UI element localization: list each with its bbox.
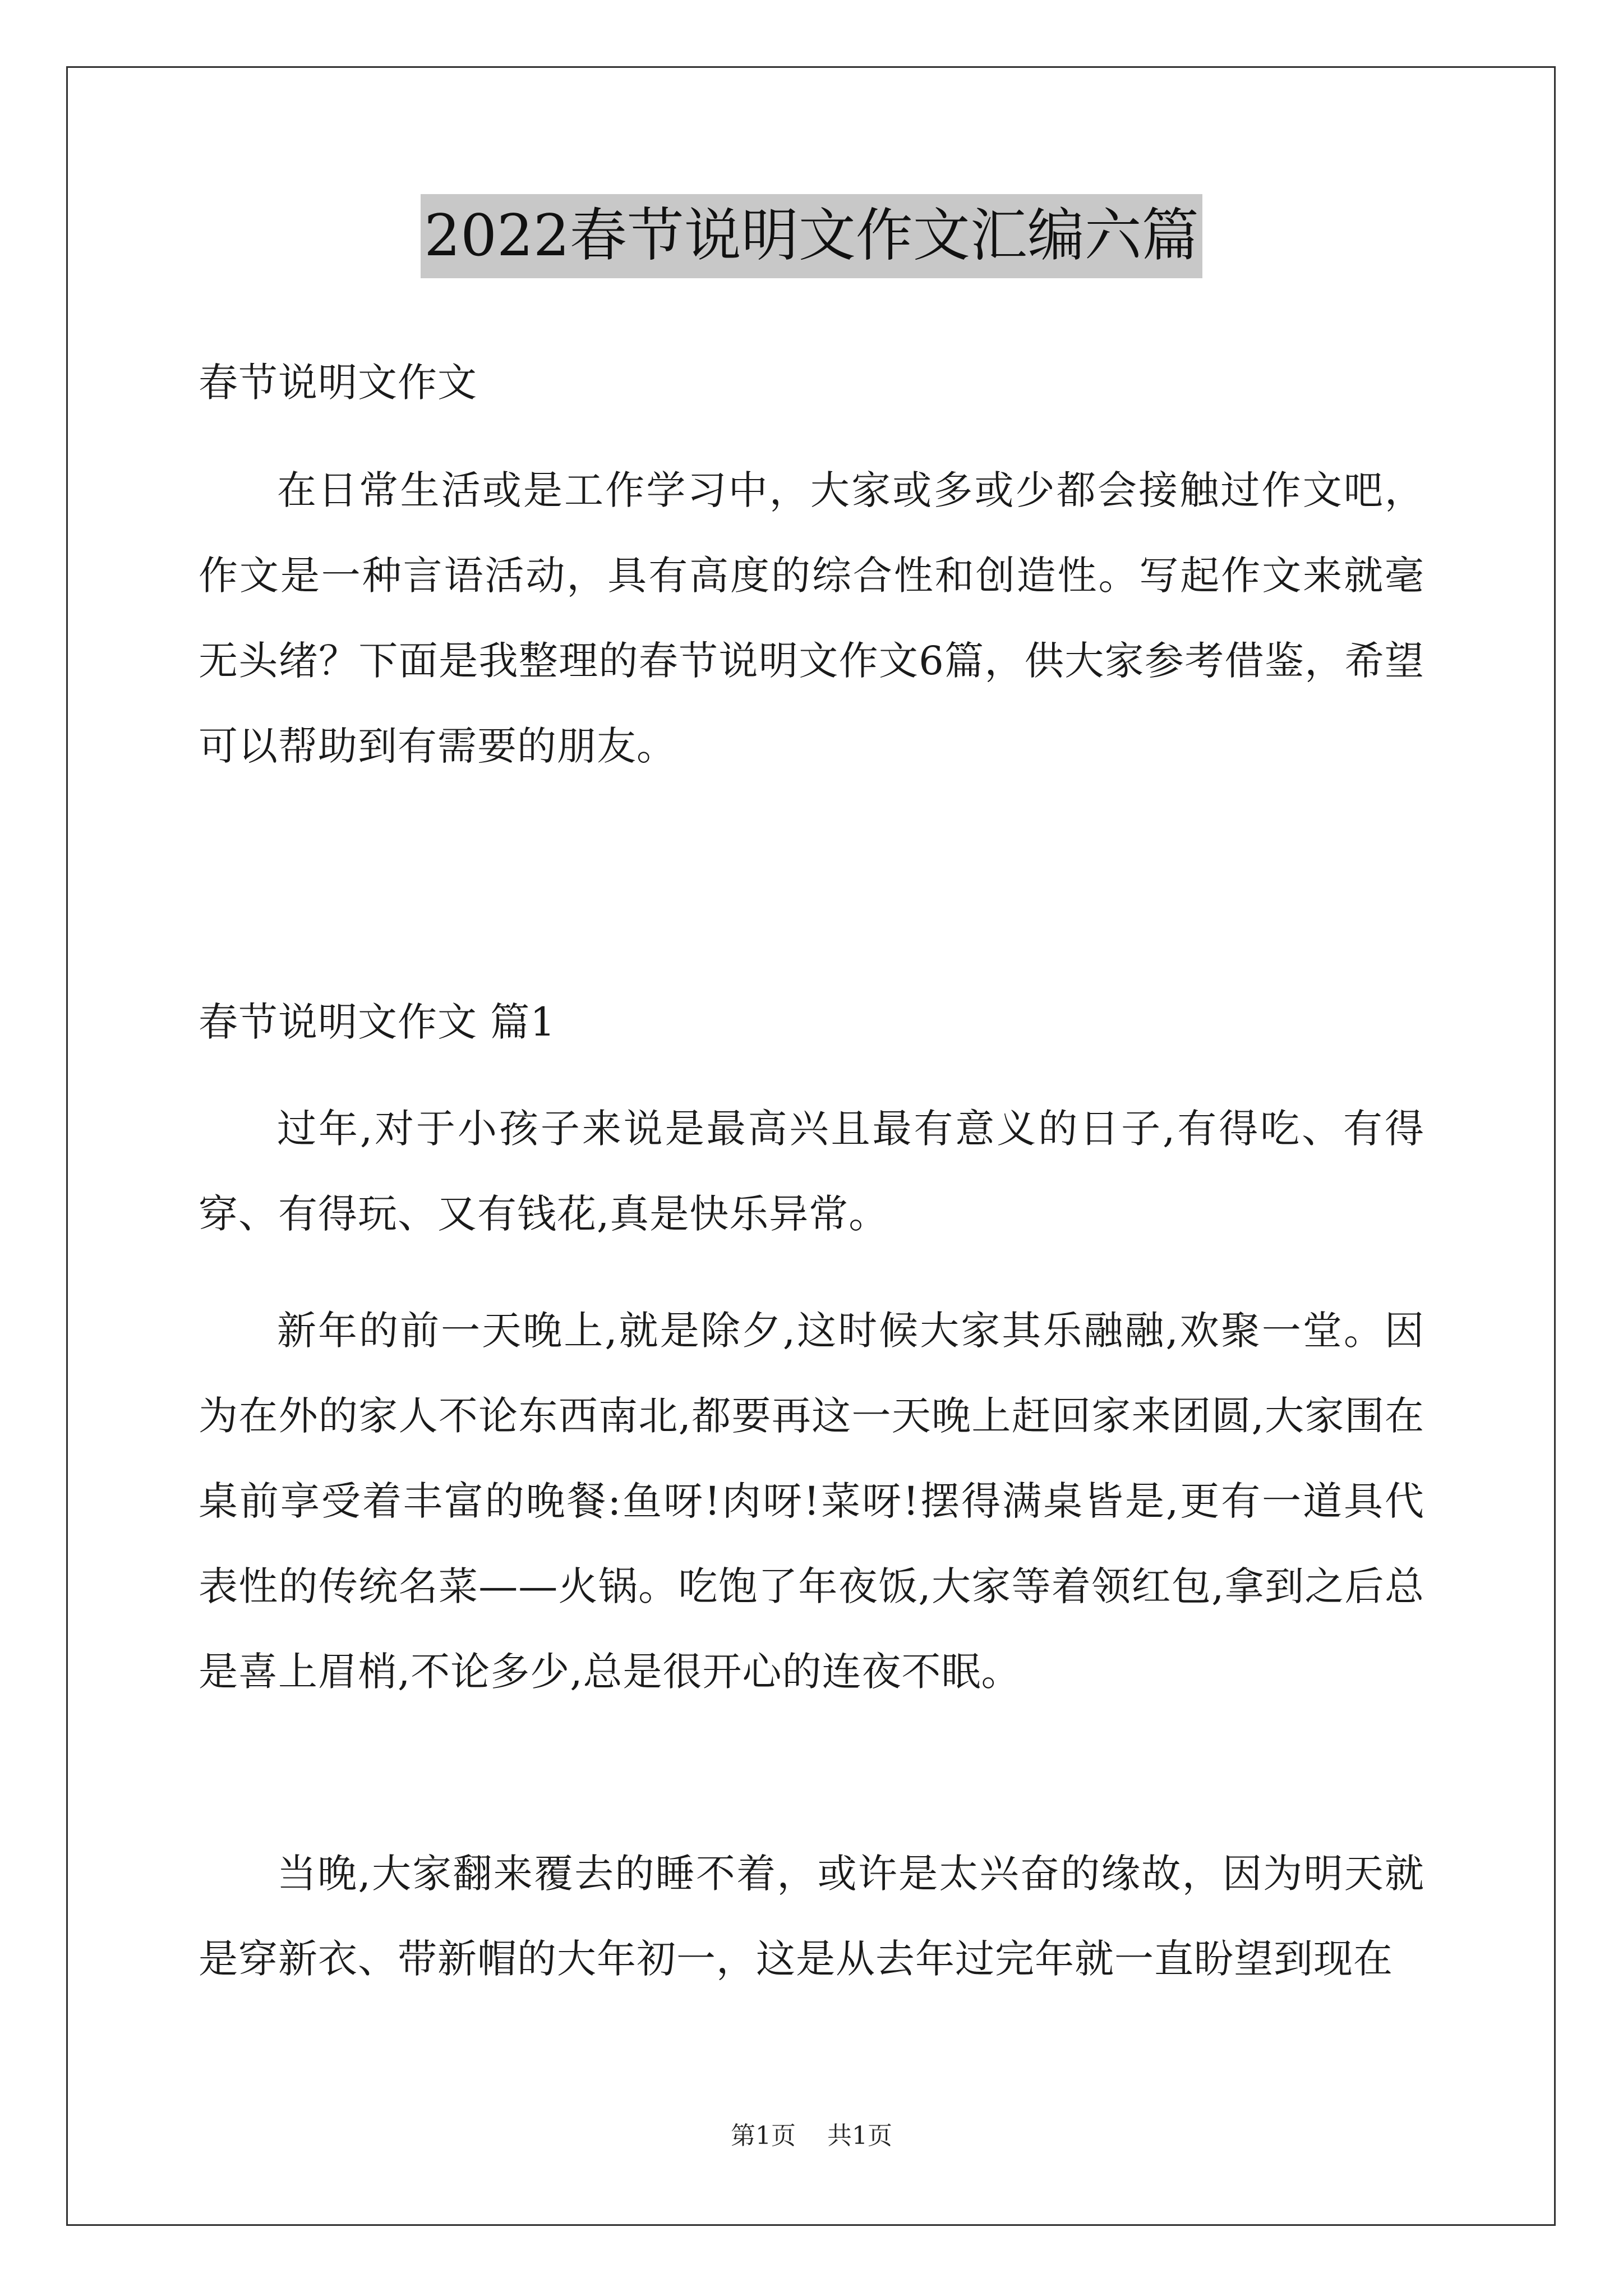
section1-paragraph-1: 过年,对于小孩子来说是最高兴且最有意义的日子,有得吃、有得穿、有得玩、又有钱花,真是快乐异常。: [199, 1106, 1424, 1237]
page-footer: [0, 2119, 1623, 2153]
intro-paragraph: 在日常生活或是工作学习中，大家或多或少都会接触过作文吧，作文是一种言语活动，具有高度的综合性和创造性。写起作文来就毫无头绪？下面是我整理的春节说明文作文6篇，供大家参考借鉴，希望可以帮助到有需要的朋友。: [199, 467, 1424, 769]
section1-heading: 春节说明文作文 篇1: [199, 999, 556, 1045]
intro-heading: 春节说明文作文: [199, 360, 477, 406]
document-title: 2022春节说明文作文汇编六篇: [421, 194, 1202, 278]
page-number-current: 第1页: [731, 2122, 796, 2150]
page-number-total: 共1页: [827, 2122, 892, 2150]
title-container: [199, 194, 1424, 278]
section1-paragraph-2: 新年的前一天晚上,就是除夕,这时候大家其乐融融,欢聚一堂。因为在外的家人不论东西南北,都要再这一天晚上赶回家来团圆,大家围在桌前享受着丰富的晚餐:鱼呀!肉呀!菜呀!摆得满桌皆是,更有一道具代表性的传统名菜——火锅。吃饱了年夜饭,大家等着领红包,拿到之后总是喜上眉梢,不论多少,总是很开心的连夜不眠。: [199, 1308, 1424, 1695]
section1-paragraph-3: 当晚,大家翻来覆去的睡不着，或许是太兴奋的缘故，因为明天就是穿新衣、带新帽的大年初一，这是从去年过完年就一直盼望到现在: [199, 1851, 1424, 1982]
